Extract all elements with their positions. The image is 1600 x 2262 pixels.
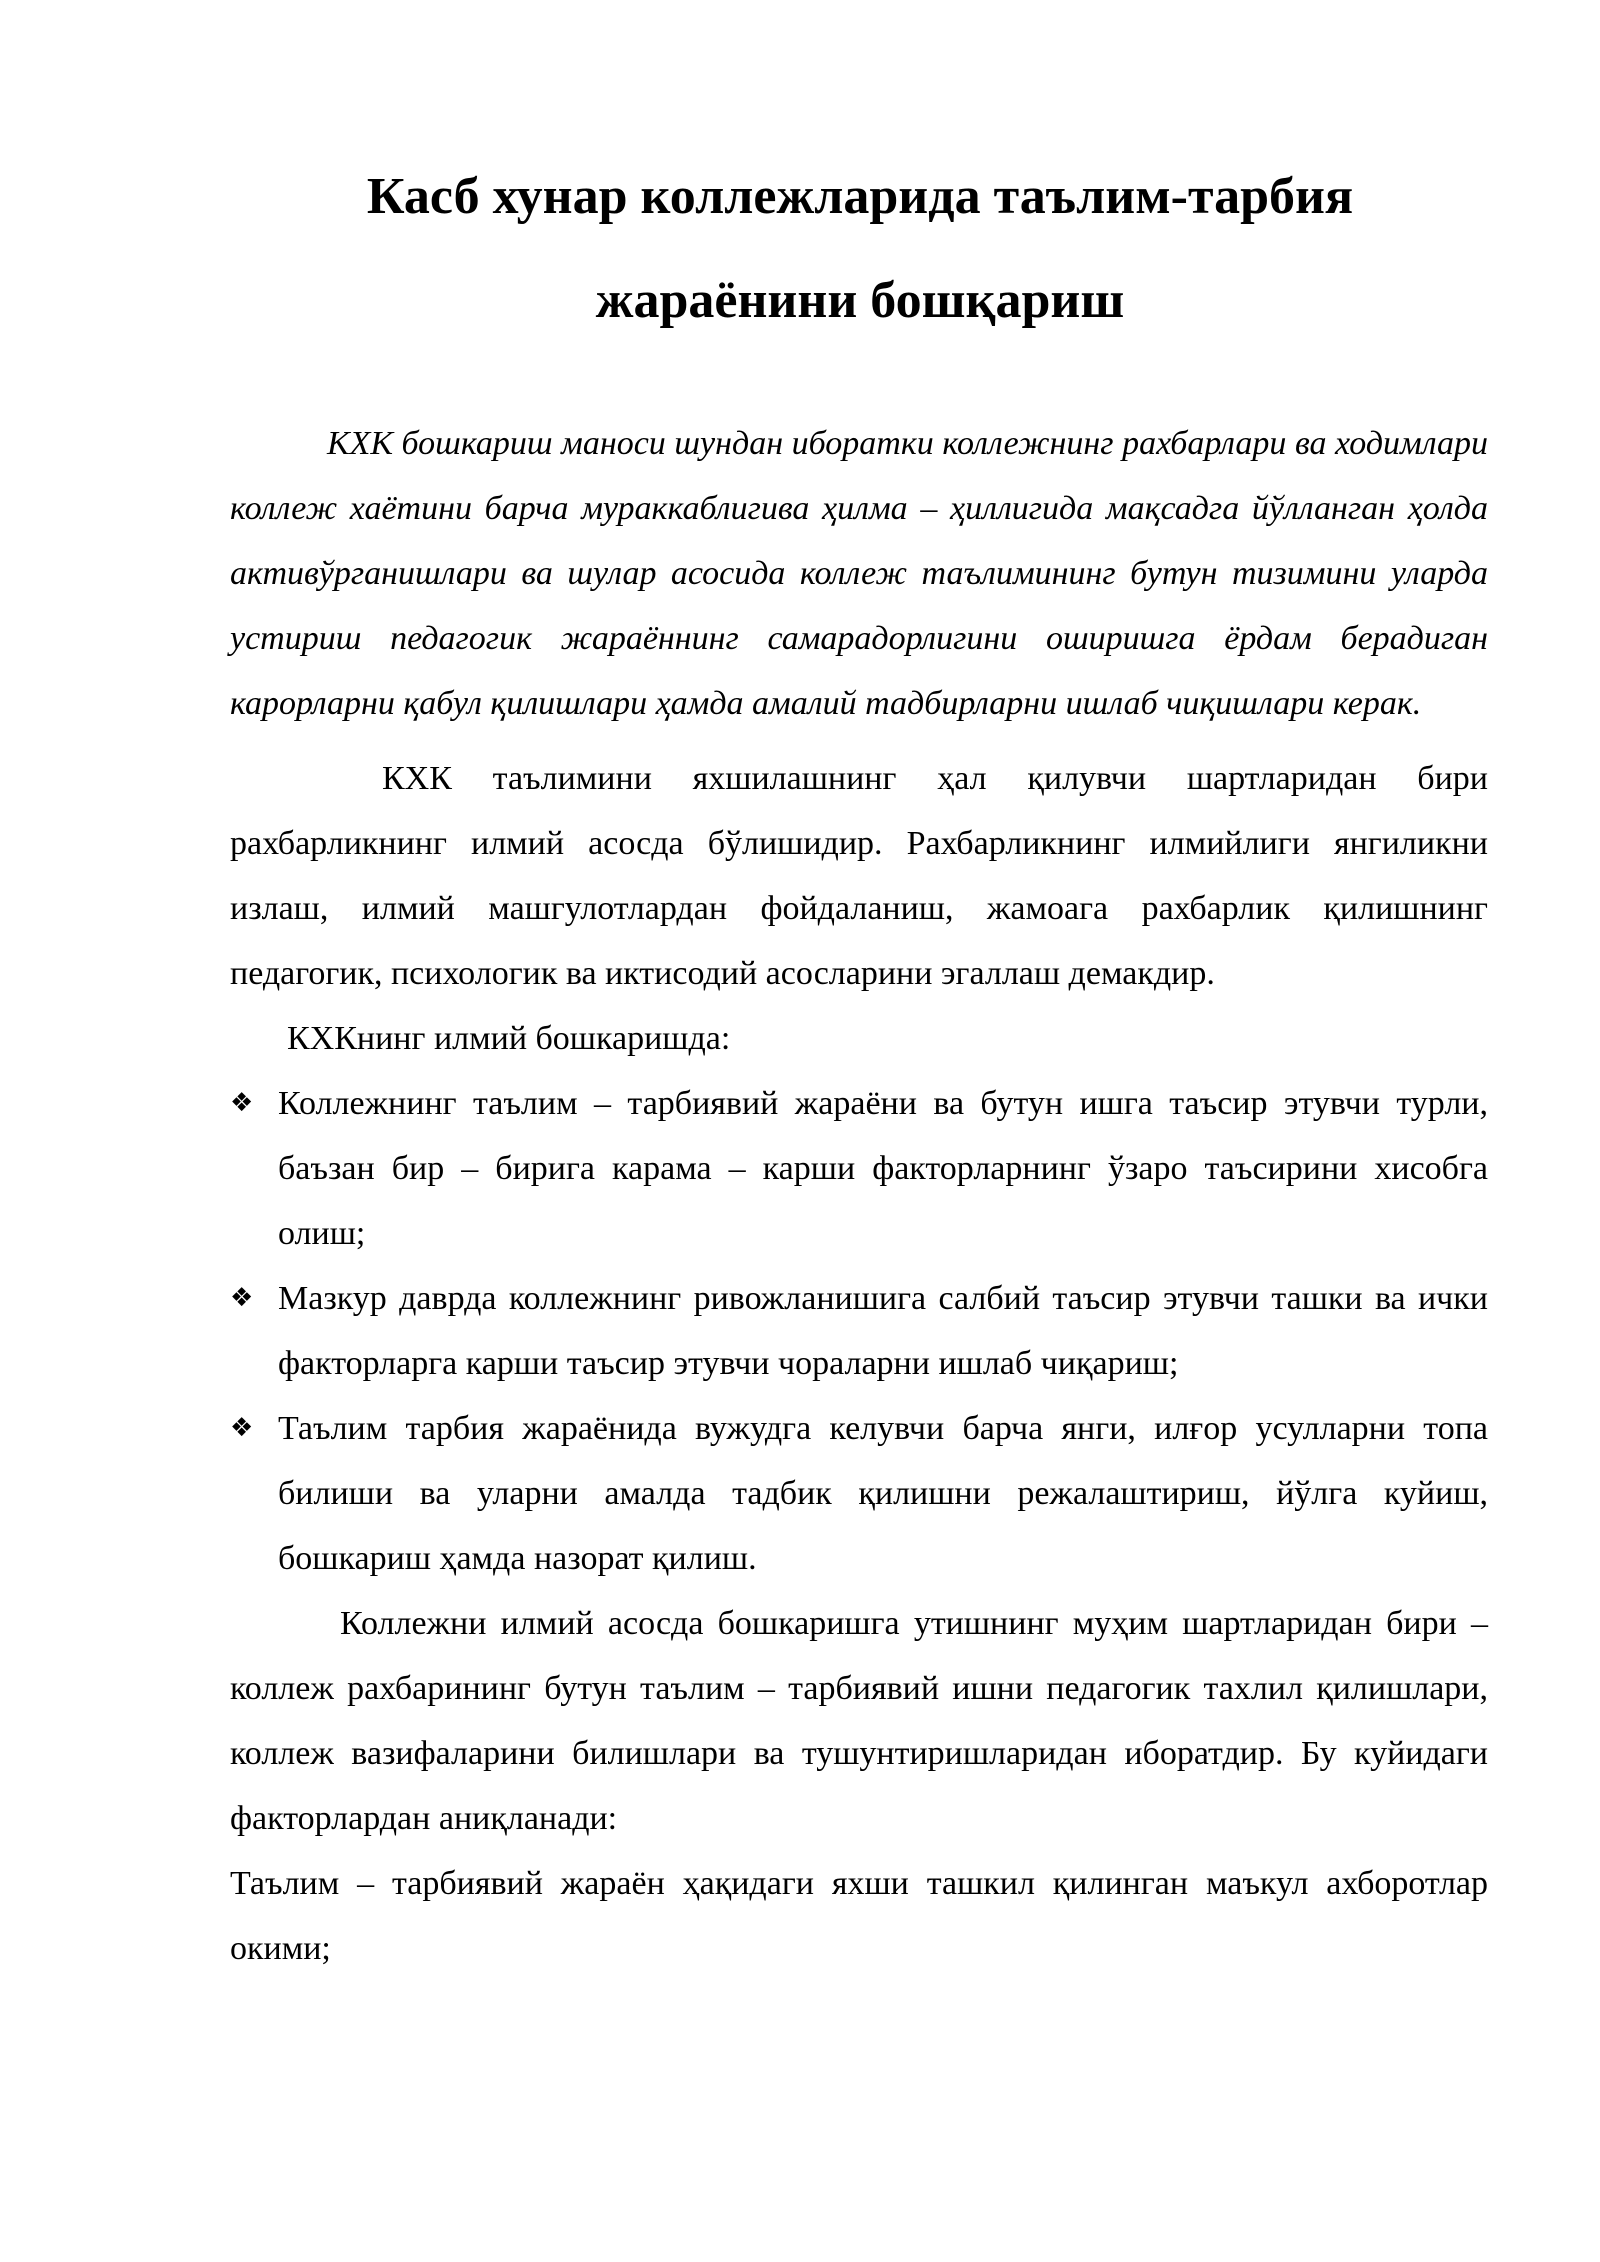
- paragraph-analysis: Коллежни илмий асосда бошкаришга утишнинг муҳим шартларидан бири – коллеж рахбарининг бутун таълим – тарбиявий ишни педагогик тахлил қилишлари, коллеж вазифаларини билишлари ва тушунтиришларидан иборатдир. Бу куйидаги факторлардан аниқланади:: [230, 1605, 1488, 1837]
- bullet-list: [230, 1071, 1488, 1591]
- list-item-text: Коллежнинг таълим – тарбиявий жараёни ва бутун ишга таъсир этувчи турли, баъзан бир – бирига карама – карши факторларнинг ўзаро таъсирини хисобга олиш;: [278, 1085, 1488, 1252]
- diamond-bullet-icon: ❖: [230, 1413, 254, 1443]
- list-item-text: Таълим тарбия жараёнида вужудга келувчи барча янги, илғор усулларни топа билиши ва уларни амалда тадбик қилишни режалаштириш, йўлга куйиш, бошкариш ҳамда назорат қилиш.: [278, 1410, 1488, 1577]
- document-title: Касб хунар коллежларида таълим-тарбия жараёнини бошқариш: [366, 168, 1354, 329]
- list-lead-in: КХКнинг илмий бошкаришда:: [287, 1020, 731, 1057]
- list-item: [230, 1396, 1488, 1591]
- diamond-bullet-icon: ❖: [230, 1088, 254, 1118]
- list-item: [230, 1071, 1488, 1266]
- paragraph-intro: КХК бошкариш маноси шундан иборатки коллежнинг рахбарлари ва ходимлари коллеж хаётини барча мураккаблигива ҳилма – ҳиллигида мақсадга йўлланган ҳолда активўрганишлари ва шулар асосида коллеж таълимининг бутун тизимини уларда устириш педагогик жараённинг самарадорлигини оширишга ёрдам берадиган карорларни қабул қилишлари ҳамда амалий тадбирларни ишлаб чиқишлари керак.: [230, 425, 1488, 722]
- paragraph-leadership: КХК таълимини яхшилашнинг ҳал қилувчи шартларидан бири рахбарликнинг илмий асосда бўлишидир. Рахбарликнинг илмийлиги янгиликни излаш, илмий машгулотлардан фойдаланиш, жамоага рахбарлик қилишнинг педагогик, психологик ва иктисодий асосларини эгаллаш демакдир.: [230, 760, 1488, 992]
- list-item: [230, 1266, 1488, 1396]
- list-item-text: Мазкур даврда коллежнинг ривожланишига салбий таъсир этувчи ташки ва ички факторларга карши таъсир этувчи чораларни ишлаб чиқариш;: [278, 1280, 1488, 1382]
- document-body: [230, 411, 1488, 1981]
- paragraph-information-flow: Таълим – тарбиявий жараён ҳақидаги яхши ташкил қилинган маъкул ахборотлар окими;: [230, 1865, 1488, 1967]
- diamond-bullet-icon: ❖: [230, 1283, 254, 1313]
